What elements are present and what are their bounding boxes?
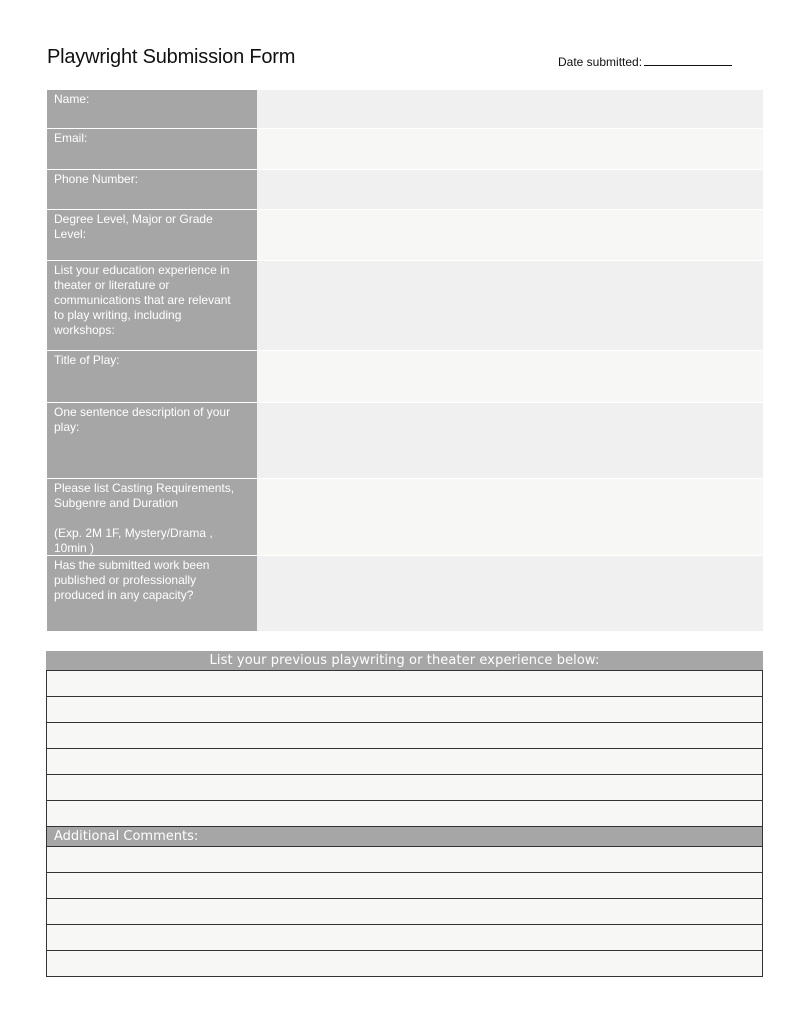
- published-field[interactable]: [257, 556, 763, 631]
- experience-section: [46, 651, 763, 977]
- form-row-degree: [47, 210, 763, 261]
- form-row-name: [47, 90, 763, 129]
- email-field[interactable]: [257, 129, 763, 170]
- form-label: Please list Casting Requirements, Subgenre and Duration (Exp. 2M 1F, Mystery/Drama , 10min ): [47, 479, 257, 556]
- form-label: Phone Number:: [47, 170, 257, 210]
- comments-line[interactable]: [47, 951, 762, 976]
- form-row-email: [47, 129, 763, 170]
- education-field[interactable]: [257, 261, 763, 351]
- phone-field[interactable]: [257, 170, 763, 210]
- comments-line[interactable]: [47, 899, 762, 925]
- comments-line[interactable]: [47, 925, 762, 951]
- experience-line[interactable]: [47, 723, 762, 749]
- experience-line[interactable]: [47, 775, 762, 801]
- form-label: Has the submitted work been published or professionally produced in any capacity?: [47, 556, 257, 631]
- form-row-published: [47, 556, 763, 631]
- submission-form-table: [47, 90, 763, 631]
- experience-header: List your previous playwriting or theater experience below:: [46, 651, 763, 670]
- play-title-field[interactable]: [257, 351, 763, 403]
- comments-line[interactable]: [47, 847, 762, 873]
- form-label: List your education experience in theater or literature or communications that are relevant to play writing, including workshops:: [47, 261, 257, 351]
- comments-header: Additional Comments:: [47, 827, 762, 847]
- form-row-education: [47, 261, 763, 351]
- degree-field[interactable]: [257, 210, 763, 261]
- date-submitted-label: Date submitted:: [558, 55, 643, 69]
- form-row-description: [47, 403, 763, 479]
- experience-line[interactable]: [47, 801, 762, 827]
- date-submitted-field[interactable]: [644, 54, 732, 66]
- page-title: Playwright Submission Form: [47, 46, 296, 68]
- experience-lines: [46, 670, 763, 977]
- name-field[interactable]: [257, 90, 763, 129]
- description-field[interactable]: [257, 403, 763, 479]
- form-row-casting: [47, 479, 763, 556]
- experience-line[interactable]: [47, 749, 762, 775]
- form-label: Name:: [47, 90, 257, 129]
- form-label: Email:: [47, 129, 257, 170]
- experience-line[interactable]: [47, 671, 762, 697]
- form-label: Degree Level, Major or Grade Level:: [47, 210, 257, 261]
- form-label: One sentence description of your play:: [47, 403, 257, 479]
- comments-line[interactable]: [47, 873, 762, 899]
- date-submitted: [558, 54, 732, 69]
- experience-line[interactable]: [47, 697, 762, 723]
- casting-field[interactable]: [257, 479, 763, 556]
- form-row-phone: [47, 170, 763, 210]
- form-row-title: [47, 351, 763, 403]
- form-label: Title of Play:: [47, 351, 257, 403]
